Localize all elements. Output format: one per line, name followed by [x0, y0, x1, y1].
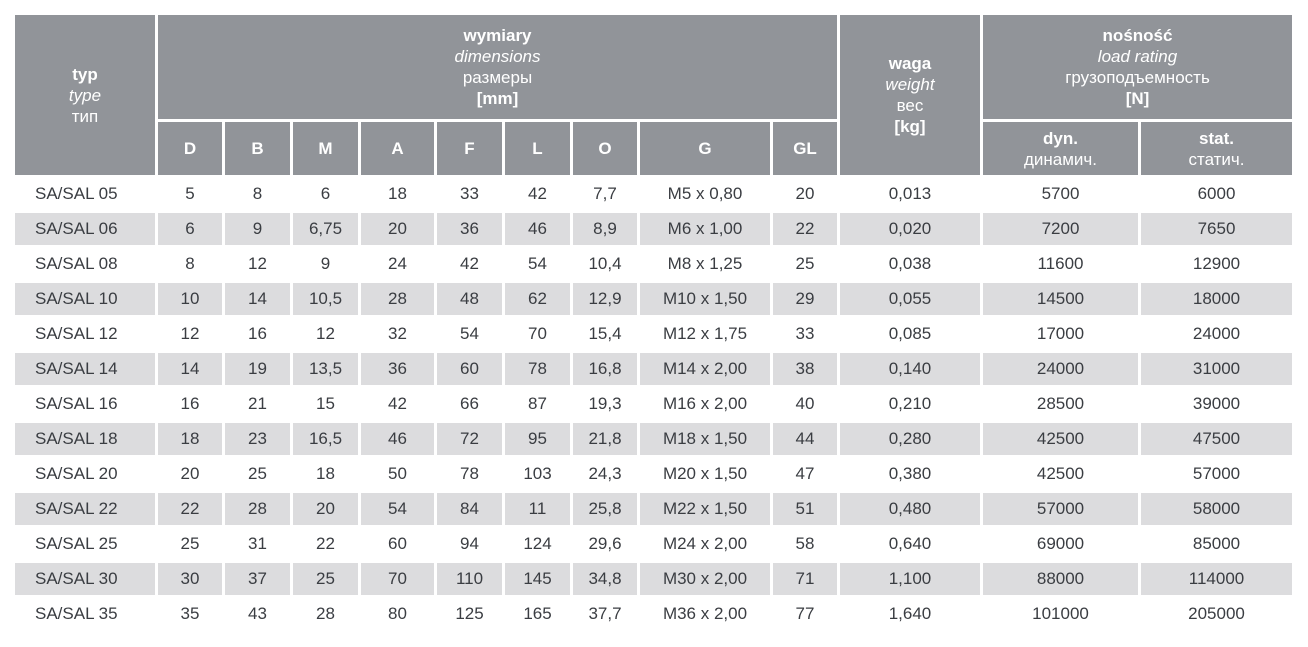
table-cell-g: M30 x 2,00	[640, 563, 770, 595]
table-cell-stat: 114000	[1141, 563, 1292, 595]
table-cell-weight: 0,380	[840, 458, 980, 490]
table-cell-f: 125	[437, 598, 502, 630]
col-header-stat-en: stat.	[1199, 128, 1234, 148]
table-cell-m: 20	[293, 493, 358, 525]
col-header-L: L	[505, 122, 570, 175]
table-row	[15, 493, 1292, 525]
row-type-cell: SA/SAL 25	[15, 528, 155, 560]
table-cell-f: 36	[437, 213, 502, 245]
row-type-cell: SA/SAL 14	[15, 353, 155, 385]
col-header-G: G	[640, 122, 770, 175]
table-cell-a: 60	[361, 528, 434, 560]
table-cell-stat: 57000	[1141, 458, 1292, 490]
header-dimensions-ru: размеры	[462, 68, 533, 87]
table-cell-gl: 29	[773, 283, 837, 315]
table-cell-d: 5	[158, 178, 222, 210]
table-cell-o: 37,7	[573, 598, 637, 630]
table-cell-weight: 0,013	[840, 178, 980, 210]
table-cell-f: 66	[437, 388, 502, 420]
table-row	[15, 388, 1292, 420]
header-dimensions-pl: wymiary	[463, 26, 532, 45]
table-cell-f: 60	[437, 353, 502, 385]
table-row	[15, 248, 1292, 280]
table-row	[15, 283, 1292, 315]
table-cell-a: 18	[361, 178, 434, 210]
table-cell-d: 20	[158, 458, 222, 490]
table-cell-o: 7,7	[573, 178, 637, 210]
table-cell-dyn: 5700	[983, 178, 1138, 210]
table-cell-d: 35	[158, 598, 222, 630]
row-type-cell: SA/SAL 20	[15, 458, 155, 490]
header-type-pl: typ	[72, 64, 98, 84]
table-cell-f: 54	[437, 318, 502, 350]
table-cell-o: 10,4	[573, 248, 637, 280]
table-cell-o: 15,4	[573, 318, 637, 350]
table-cell-weight: 0,055	[840, 283, 980, 315]
table-cell-dyn: 24000	[983, 353, 1138, 385]
table-cell-a: 46	[361, 423, 434, 455]
row-type-cell: SA/SAL 22	[15, 493, 155, 525]
table-cell-gl: 71	[773, 563, 837, 595]
header-dimensions-unit: [mm]	[476, 89, 519, 108]
table-cell-weight: 1,640	[840, 598, 980, 630]
header-load-rating-group	[983, 15, 1292, 119]
table-cell-dyn: 7200	[983, 213, 1138, 245]
header-weight-pl: waga	[888, 54, 932, 73]
col-header-dyn	[983, 122, 1138, 175]
table-cell-stat: 18000	[1141, 283, 1292, 315]
table-cell-b: 14	[225, 283, 290, 315]
table-cell-l: 103	[505, 458, 570, 490]
table-cell-b: 28	[225, 493, 290, 525]
col-header-GL: GL	[773, 122, 837, 175]
table-cell-gl: 44	[773, 423, 837, 455]
table-cell-l: 87	[505, 388, 570, 420]
row-type-cell: SA/SAL 12	[15, 318, 155, 350]
table-cell-d: 12	[158, 318, 222, 350]
table-cell-dyn: 14500	[983, 283, 1138, 315]
table-cell-l: 124	[505, 528, 570, 560]
table-cell-a: 70	[361, 563, 434, 595]
table-cell-a: 50	[361, 458, 434, 490]
table-cell-l: 165	[505, 598, 570, 630]
table-cell-b: 43	[225, 598, 290, 630]
col-header-stat	[1141, 122, 1292, 175]
table-cell-l: 78	[505, 353, 570, 385]
row-type-cell: SA/SAL 30	[15, 563, 155, 595]
table-cell-o: 12,9	[573, 283, 637, 315]
header-type-ru: тип	[71, 106, 99, 126]
row-type-cell: SA/SAL 08	[15, 248, 155, 280]
table-cell-a: 24	[361, 248, 434, 280]
table-cell-gl: 77	[773, 598, 837, 630]
header-dimensions-en: dimensions	[454, 47, 541, 66]
table-cell-dyn: 69000	[983, 528, 1138, 560]
row-type-cell: SA/SAL 10	[15, 283, 155, 315]
table-cell-m: 13,5	[293, 353, 358, 385]
table-cell-l: 11	[505, 493, 570, 525]
table-cell-o: 19,3	[573, 388, 637, 420]
table-cell-m: 6	[293, 178, 358, 210]
table-cell-dyn: 17000	[983, 318, 1138, 350]
row-type-cell: SA/SAL 35	[15, 598, 155, 630]
header-load-rating-pl: nośność	[1102, 26, 1173, 45]
header-load-rating-en: load rating	[1097, 47, 1178, 66]
table-cell-o: 16,8	[573, 353, 637, 385]
row-type-cell: SA/SAL 16	[15, 388, 155, 420]
table-cell-gl: 51	[773, 493, 837, 525]
table-body	[15, 178, 1292, 630]
header-weight-unit: [kg]	[894, 117, 926, 136]
table-cell-stat: 85000	[1141, 528, 1292, 560]
col-header-O: O	[573, 122, 637, 175]
table-cell-m: 9	[293, 248, 358, 280]
table-cell-g: M6 x 1,00	[640, 213, 770, 245]
table-cell-stat: 6000	[1141, 178, 1292, 210]
table-cell-f: 84	[437, 493, 502, 525]
col-header-A: A	[361, 122, 434, 175]
table-cell-stat: 39000	[1141, 388, 1292, 420]
table-cell-g: M24 x 2,00	[640, 528, 770, 560]
header-weight-en: weight	[885, 75, 935, 94]
table-cell-b: 37	[225, 563, 290, 595]
table-cell-stat: 24000	[1141, 318, 1292, 350]
header-type-column	[15, 15, 155, 175]
table-cell-m: 10,5	[293, 283, 358, 315]
table-cell-gl: 33	[773, 318, 837, 350]
table-cell-b: 16	[225, 318, 290, 350]
table-cell-weight: 0,280	[840, 423, 980, 455]
table-row	[15, 423, 1292, 455]
table-cell-gl: 22	[773, 213, 837, 245]
table-cell-d: 10	[158, 283, 222, 315]
table-cell-stat: 7650	[1141, 213, 1292, 245]
table-cell-l: 46	[505, 213, 570, 245]
table-cell-m: 28	[293, 598, 358, 630]
table-cell-stat: 12900	[1141, 248, 1292, 280]
table-cell-o: 29,6	[573, 528, 637, 560]
table-cell-a: 32	[361, 318, 434, 350]
table-cell-gl: 25	[773, 248, 837, 280]
table-cell-g: M12 x 1,75	[640, 318, 770, 350]
table-cell-g: M14 x 2,00	[640, 353, 770, 385]
table-cell-b: 21	[225, 388, 290, 420]
table-row	[15, 178, 1292, 210]
header-load-rating-ru: грузоподъемность	[1065, 68, 1210, 87]
specification-table	[12, 12, 1295, 633]
header-load-rating-unit: [N]	[1125, 89, 1150, 108]
table-cell-a: 42	[361, 388, 434, 420]
table-row	[15, 318, 1292, 350]
table-cell-d: 18	[158, 423, 222, 455]
table-cell-gl: 58	[773, 528, 837, 560]
table-cell-weight: 0,480	[840, 493, 980, 525]
col-header-B: B	[225, 122, 290, 175]
table-cell-m: 6,75	[293, 213, 358, 245]
table-cell-d: 22	[158, 493, 222, 525]
row-type-cell: SA/SAL 18	[15, 423, 155, 455]
col-header-dyn-en: dyn.	[1043, 128, 1078, 148]
table-cell-a: 20	[361, 213, 434, 245]
header-dimensions-group	[158, 15, 837, 119]
table-cell-g: M20 x 1,50	[640, 458, 770, 490]
table-cell-f: 110	[437, 563, 502, 595]
table-row	[15, 528, 1292, 560]
table-cell-g: M10 x 1,50	[640, 283, 770, 315]
table-cell-d: 16	[158, 388, 222, 420]
table-row	[15, 353, 1292, 385]
table-cell-gl: 47	[773, 458, 837, 490]
table-cell-f: 48	[437, 283, 502, 315]
table-cell-f: 72	[437, 423, 502, 455]
table-cell-weight: 0,210	[840, 388, 980, 420]
table-cell-weight: 1,100	[840, 563, 980, 595]
table-cell-dyn: 42500	[983, 458, 1138, 490]
table-row	[15, 458, 1292, 490]
table-cell-f: 42	[437, 248, 502, 280]
table-cell-b: 19	[225, 353, 290, 385]
table-cell-b: 8	[225, 178, 290, 210]
table-cell-g: M5 x 0,80	[640, 178, 770, 210]
row-type-cell: SA/SAL 05	[15, 178, 155, 210]
table-cell-f: 78	[437, 458, 502, 490]
table-cell-dyn: 57000	[983, 493, 1138, 525]
table-row	[15, 598, 1292, 630]
col-header-F: F	[437, 122, 502, 175]
table-cell-weight: 0,140	[840, 353, 980, 385]
table-cell-m: 16,5	[293, 423, 358, 455]
col-header-dyn-ru: динамич.	[1023, 149, 1098, 169]
table-cell-b: 25	[225, 458, 290, 490]
table-cell-o: 8,9	[573, 213, 637, 245]
table-cell-g: M22 x 1,50	[640, 493, 770, 525]
table-cell-l: 95	[505, 423, 570, 455]
table-cell-gl: 40	[773, 388, 837, 420]
table-cell-l: 42	[505, 178, 570, 210]
table-cell-weight: 0,020	[840, 213, 980, 245]
table-header	[15, 15, 1292, 175]
table-cell-a: 54	[361, 493, 434, 525]
table-cell-a: 80	[361, 598, 434, 630]
col-header-stat-ru: статич.	[1188, 149, 1245, 169]
table-cell-m: 18	[293, 458, 358, 490]
sub-header-row	[15, 122, 1292, 175]
table-cell-dyn: 88000	[983, 563, 1138, 595]
col-header-D: D	[158, 122, 222, 175]
table-cell-m: 15	[293, 388, 358, 420]
table-cell-f: 94	[437, 528, 502, 560]
table-cell-stat: 47500	[1141, 423, 1292, 455]
table-cell-o: 21,8	[573, 423, 637, 455]
table-cell-d: 30	[158, 563, 222, 595]
table-row	[15, 563, 1292, 595]
header-weight-ru: вес	[896, 96, 924, 115]
table-cell-weight: 0,038	[840, 248, 980, 280]
table-cell-l: 54	[505, 248, 570, 280]
table-cell-dyn: 42500	[983, 423, 1138, 455]
header-type-en: type	[68, 85, 102, 105]
table-cell-g: M16 x 2,00	[640, 388, 770, 420]
header-weight-column	[840, 15, 980, 175]
table-cell-d: 8	[158, 248, 222, 280]
table-cell-d: 25	[158, 528, 222, 560]
table-cell-m: 22	[293, 528, 358, 560]
table-cell-g: M36 x 2,00	[640, 598, 770, 630]
table-cell-stat: 58000	[1141, 493, 1292, 525]
table-cell-b: 23	[225, 423, 290, 455]
table-cell-gl: 20	[773, 178, 837, 210]
table-cell-dyn: 28500	[983, 388, 1138, 420]
table-cell-l: 145	[505, 563, 570, 595]
table-cell-weight: 0,640	[840, 528, 980, 560]
table-cell-m: 12	[293, 318, 358, 350]
table-cell-d: 6	[158, 213, 222, 245]
table-cell-b: 9	[225, 213, 290, 245]
table-cell-l: 70	[505, 318, 570, 350]
table-cell-weight: 0,085	[840, 318, 980, 350]
table-cell-stat: 205000	[1141, 598, 1292, 630]
table-cell-o: 24,3	[573, 458, 637, 490]
table-cell-g: M18 x 1,50	[640, 423, 770, 455]
col-header-M: M	[293, 122, 358, 175]
table-cell-o: 25,8	[573, 493, 637, 525]
table-cell-b: 12	[225, 248, 290, 280]
table-cell-l: 62	[505, 283, 570, 315]
table-cell-g: M8 x 1,25	[640, 248, 770, 280]
table-cell-f: 33	[437, 178, 502, 210]
table-cell-stat: 31000	[1141, 353, 1292, 385]
row-type-cell: SA/SAL 06	[15, 213, 155, 245]
table-cell-d: 14	[158, 353, 222, 385]
table-cell-b: 31	[225, 528, 290, 560]
table-cell-a: 28	[361, 283, 434, 315]
table-cell-a: 36	[361, 353, 434, 385]
table-row	[15, 213, 1292, 245]
table-cell-dyn: 101000	[983, 598, 1138, 630]
table-cell-gl: 38	[773, 353, 837, 385]
table-cell-m: 25	[293, 563, 358, 595]
table-cell-o: 34,8	[573, 563, 637, 595]
table-cell-dyn: 11600	[983, 248, 1138, 280]
